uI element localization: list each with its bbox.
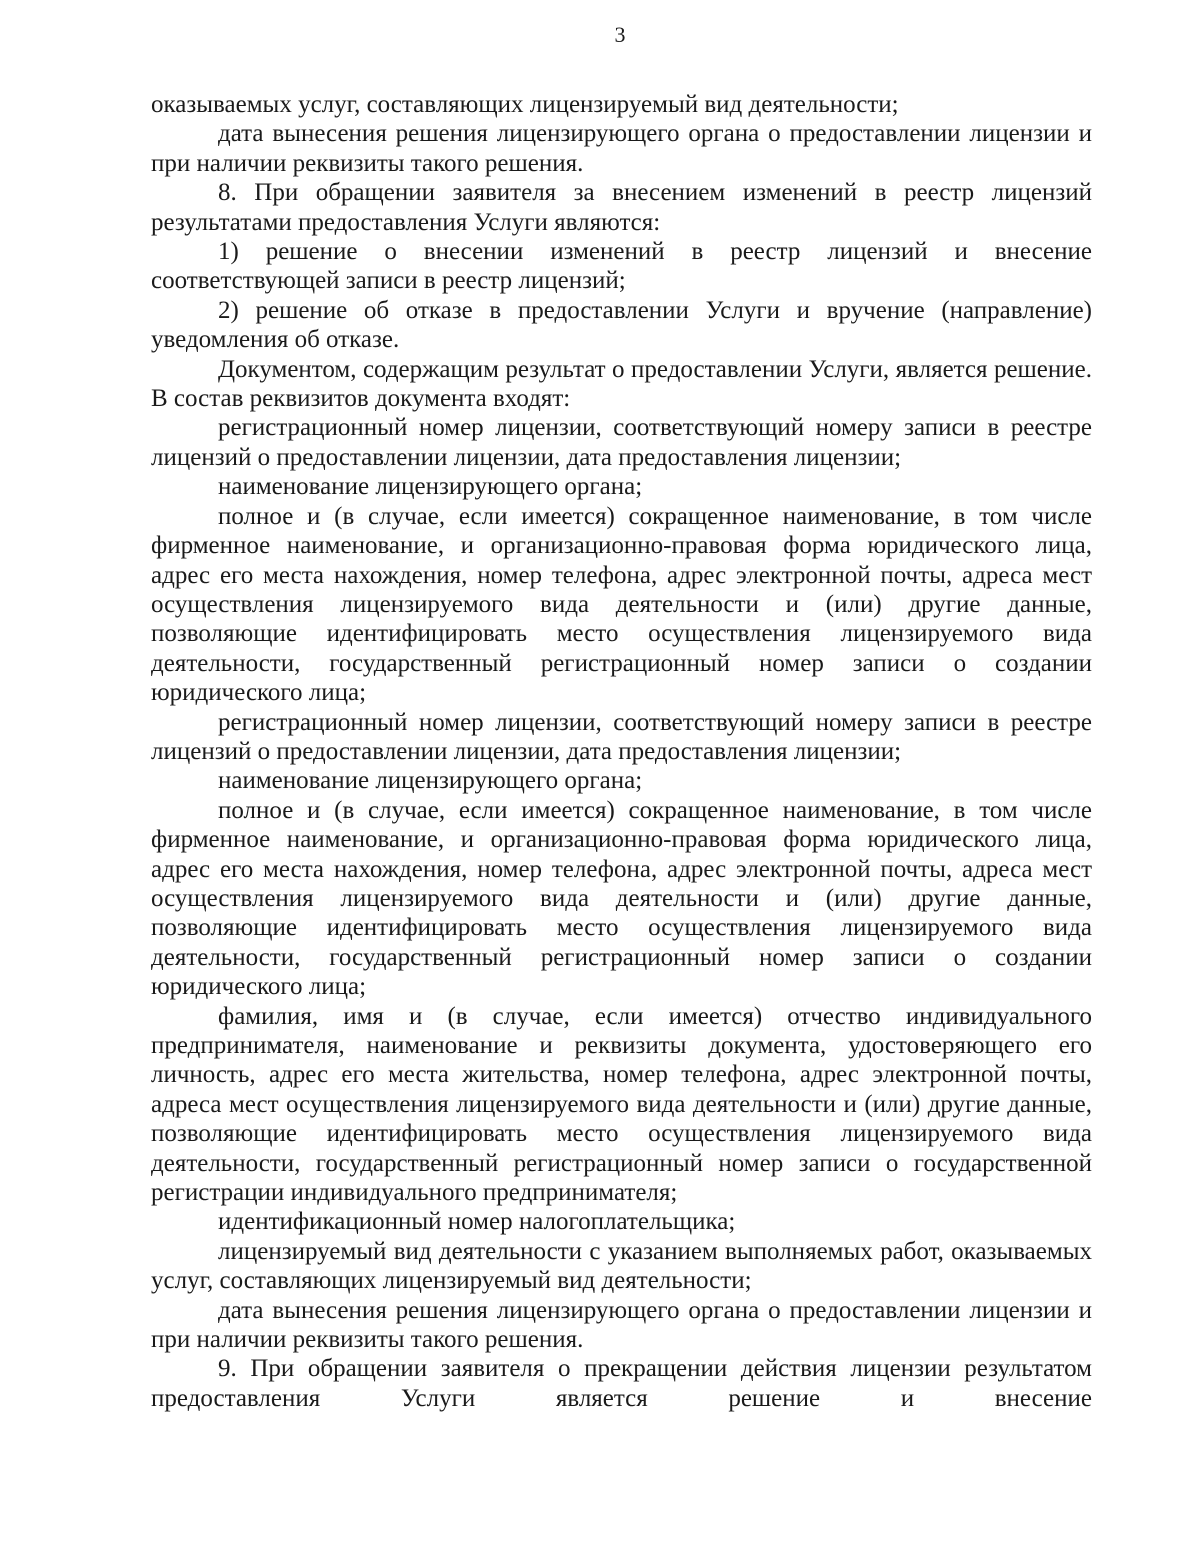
paragraph-item-9: 9. При обращении заявителя о прекращении действия лицензии результатом предоставления Услуги является решение и внесение <box>151 1355 1092 1412</box>
paragraph: наименование лицензирующего органа; <box>218 473 643 501</box>
list-item: 2) решение об отказе в предоставлении Услуги и вручение (направление) уведомления об отказе. <box>151 296 1092 354</box>
paragraph: регистрационный номер лицензии, соответствующий номеру записи в реестре лицензий о предоставлении лицензии, дата предоставления лицензии; <box>151 414 1092 471</box>
list-item: 1) решение о внесении изменений в реестр лицензий и внесение соответствующей записи в реестр лицензий; <box>151 238 1092 295</box>
paragraph: полное и (в случае, если имеется) сокращенное наименование, в том числе фирменное наименование, и организационно-правовая форма юридического лица, адрес его места нахождения, номер телефона, адрес электронной почты, адреса мест осуществления лицензируемого вида деятельности и (или) другие данные, позволяющие идентифицировать место осуществления лицензируемого вида деятельности, государственный регистрационный номер записи о создании юридического лица; <box>151 796 1092 1001</box>
paragraph: дата вынесения решения лицензирующего органа о предоставлении лицензии и при наличии реквизиты такого решения. <box>151 1296 1092 1354</box>
paragraph: фамилия, имя и (в случае, если имеется) отчество индивидуального предпринимателя, наименование и реквизиты документа, удостоверяющего его личность, адрес его места жительства, номер телефона, адрес электронной почты, адреса мест осуществления лицензируемого вида деятельности и (или) другие данные, позволяющие идентифицировать место осуществления лицензируемого вида деятельности, государственный регистрационный номер записи о государственной регистрации индивидуального предпринимателя; <box>151 1002 1092 1207</box>
paragraph-item-8: 8. При обращении заявителя за внесением изменений в реестр лицензий результатами предоставления Услуги являются: <box>151 179 1092 236</box>
document-body <box>151 90 1092 1413</box>
paragraph: дата вынесения решения лицензирующего органа о предоставлении лицензии и при наличии реквизиты такого решения. <box>151 120 1092 177</box>
paragraph: регистрационный номер лицензии, соответствующий номеру записи в реестре лицензий о предоставлении лицензии, дата предоставления лицензии; <box>151 708 1092 765</box>
page-number: 3 <box>614 22 626 47</box>
paragraph: наименование лицензирующего органа; <box>218 767 643 795</box>
paragraph: оказываемых услуг, составляющих лицензируемый вид деятельности; <box>151 91 899 118</box>
paragraph: полное и (в случае, если имеется) сокращенное наименование, в том числе фирменное наименование, и организационно-правовая форма юридического лица, адрес его места нахождения, номер телефона, адрес электронной почты, адреса мест осуществления лицензируемого вида деятельности и (или) другие данные, позволяющие идентифицировать место осуществления лицензируемого вида деятельности, государственный регистрационный номер записи о создании юридического лица; <box>151 502 1092 707</box>
paragraph: Документом, содержащим результат о предоставлении Услуги, является решение. В состав реквизитов документа входят: <box>151 355 1092 413</box>
paragraph: лицензируемый вид деятельности с указанием выполняемых работ, оказываемых услуг, составляющих лицензируемый вид деятельности; <box>151 1237 1092 1295</box>
paragraph: идентификационный номер налогоплательщика; <box>218 1208 736 1236</box>
